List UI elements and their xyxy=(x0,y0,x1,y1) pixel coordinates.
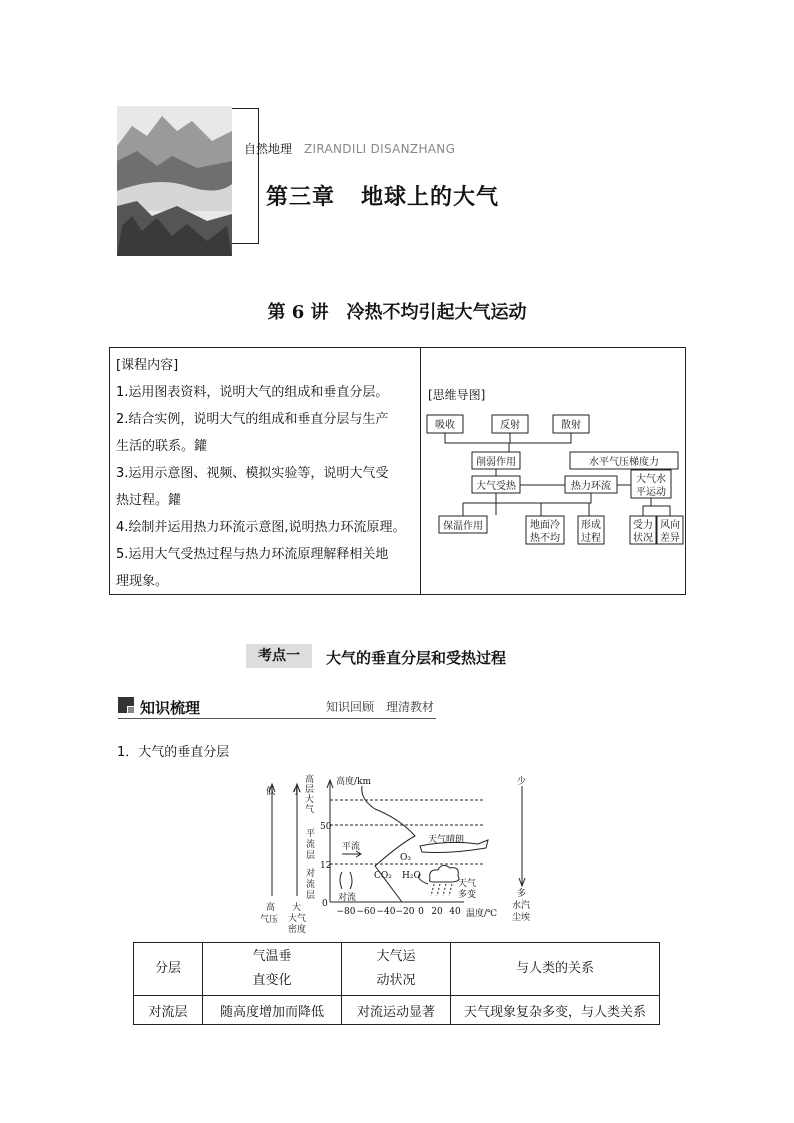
course-line: 理现象。 xyxy=(116,574,169,589)
category-cn: 自然地理 xyxy=(244,142,293,156)
tick-x: −60 xyxy=(356,907,376,917)
table-cell: 随高度增加而降低 xyxy=(203,996,342,1025)
header-frame xyxy=(232,108,259,244)
label-many: 多 xyxy=(517,889,527,899)
label-upper: 高 xyxy=(305,775,315,785)
label-dust: 尘埃 xyxy=(512,913,531,923)
tick-x: −20 xyxy=(395,907,415,917)
mm-node: 热不均 xyxy=(530,533,560,544)
label-convection: 对流 xyxy=(338,893,357,903)
course-line: 5.运用大气受热过程与热力环流原理解释相关地 xyxy=(116,547,389,562)
section-square-icon xyxy=(118,697,134,713)
mm-node: 形成 xyxy=(581,520,601,531)
label-pingliu: 平流 xyxy=(342,842,361,852)
knowledge-title: 知识梳理 xyxy=(140,699,201,717)
mm-node: 差异 xyxy=(660,533,680,544)
course-line: 生活的联系。鑵 xyxy=(116,439,208,454)
label-small: 小 xyxy=(292,787,302,797)
mm-node: 大气受热 xyxy=(476,481,516,492)
course-content xyxy=(116,352,416,595)
table-cell: 对流层 xyxy=(134,996,203,1025)
label-atmos: 大气 xyxy=(288,914,307,924)
knowledge-subtitle: 知识回顾 理清教材 xyxy=(326,700,435,714)
course-line: 1.运用图表资料，说明大气的组成和垂直分层。 xyxy=(116,385,389,400)
mm-node: 地面冷 xyxy=(530,520,560,531)
label-clear: 天气晴朗 xyxy=(428,835,465,845)
category-label xyxy=(244,140,455,157)
label-high: 高 xyxy=(266,903,276,913)
label-weather: 多变 xyxy=(458,890,477,900)
tick-y: 50 xyxy=(320,822,332,832)
axis-x-label: 温度/℃ xyxy=(466,909,498,919)
table-header-cell: 与人类的关系 xyxy=(451,943,660,996)
table-header-cell: 分层 xyxy=(134,943,203,996)
course-heading: [课程内容] xyxy=(116,358,179,373)
tick-y: 12 xyxy=(320,861,332,871)
label-strat: 层 xyxy=(306,851,316,861)
table-cell: 天气现象复杂多变，与人类关系 xyxy=(451,996,660,1025)
mm-node: 状况 xyxy=(633,533,653,544)
layer-table xyxy=(133,942,660,1025)
mm-node: 大气水 xyxy=(636,474,666,485)
atmosphere-layer-diagram xyxy=(250,774,540,934)
course-line: 2.结合实例，说明大气的组成和垂直分层与生产 xyxy=(116,412,389,427)
label-tropo: 层 xyxy=(306,891,316,901)
table-cell: 对流运动显著 xyxy=(342,996,451,1025)
label-o3: O₃ xyxy=(400,853,411,863)
section-tag: 考点一 xyxy=(246,644,312,668)
mm-node: 保温作用 xyxy=(443,521,483,532)
section-title: 大气的垂直分层和受热过程 xyxy=(326,649,507,667)
knowledge-underline xyxy=(118,718,436,719)
tick-x: 40 xyxy=(449,907,461,917)
label-co2: CO₂ xyxy=(374,871,392,881)
course-line: 热过程。鑵 xyxy=(116,493,182,508)
mind-map xyxy=(421,348,685,594)
mm-node: 水平气压梯度力 xyxy=(589,457,659,468)
item-heading: 1．大气的垂直分层 xyxy=(117,745,230,760)
lecture-title: 第 6 讲 冷热不均引起大气运动 xyxy=(267,302,527,323)
label-strat: 流 xyxy=(306,840,316,850)
mindmap-heading: [思维导图] xyxy=(428,388,486,402)
table-row xyxy=(134,996,660,1025)
chapter-number: 第三章 xyxy=(266,185,336,210)
mm-node: 反射 xyxy=(500,420,520,431)
table-header-cell: 大气运 动状况 xyxy=(342,943,451,996)
mm-node: 散射 xyxy=(561,420,581,431)
axis-y-label: 高度/km xyxy=(336,777,372,787)
mm-node: 吸收 xyxy=(435,420,455,431)
mm-node: 热力环流 xyxy=(571,481,611,492)
label-low: 低 xyxy=(266,787,276,797)
tick-y: 0 xyxy=(322,899,328,909)
mm-node: 受力 xyxy=(633,520,653,531)
course-line: 3.运用示意图、视频、模拟实验等，说明大气受 xyxy=(116,466,389,481)
label-pressure: 气压 xyxy=(260,915,279,925)
category-en: ZIRANDILI DISANZHANG xyxy=(304,142,456,156)
label-tropo: 流 xyxy=(306,880,316,890)
mm-node: 过程 xyxy=(581,533,601,544)
tick-x: 20 xyxy=(431,907,443,917)
label-weather: 天气 xyxy=(458,879,477,889)
label-density: 密度 xyxy=(288,925,307,934)
tick-x: −40 xyxy=(376,907,396,917)
label-upper: 气 xyxy=(305,805,315,815)
label-upper: 大 xyxy=(305,795,315,805)
label-big: 大 xyxy=(292,903,302,913)
chapter-name: 地球上的大气 xyxy=(361,185,500,210)
label-strat: 平 xyxy=(306,829,316,839)
label-tropo: 对 xyxy=(306,869,316,879)
table-header-cell: 气温垂 直变化 xyxy=(203,943,342,996)
label-few: 少 xyxy=(517,777,527,787)
label-upper: 层 xyxy=(305,785,315,795)
chapter-photo xyxy=(117,106,232,256)
mm-node: 风向 xyxy=(660,520,680,531)
tick-x: −80 xyxy=(336,907,356,917)
course-line: 4.绘制并运用热力环流示意图,说明热力环流原理。 xyxy=(116,520,406,535)
mm-node: 削弱作用 xyxy=(476,457,516,468)
label-h2o: H₂O xyxy=(402,871,421,881)
chapter-title xyxy=(266,180,499,211)
table-header-row xyxy=(134,943,660,996)
tick-x: 0 xyxy=(418,907,424,917)
course-box xyxy=(109,347,686,595)
label-vapor: 水汽 xyxy=(512,901,531,911)
mm-node: 平运动 xyxy=(636,487,666,498)
